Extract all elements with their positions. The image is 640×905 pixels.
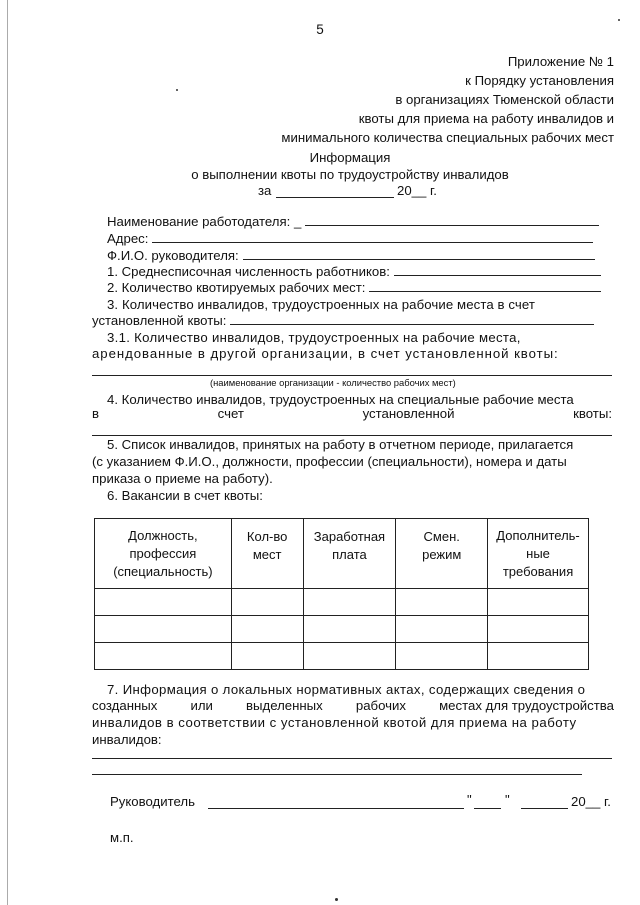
item7-word-5: местах для трудоустройства: [439, 698, 614, 713]
item3-line-1: 3. Количество инвалидов, трудоустроенных на рабочие места в счет: [107, 297, 536, 312]
item7-line-3: инвалидов в соответствии с установленной квотой для приема на работу: [92, 715, 577, 730]
item7-word-1: созданных: [92, 698, 158, 713]
date-quote-close: ": [505, 792, 510, 807]
manager-blank[interactable]: [243, 258, 595, 260]
table-cell[interactable]: [303, 616, 396, 643]
date-quote-open: ": [467, 792, 472, 807]
item2-blank[interactable]: [369, 290, 601, 292]
page-number: 5: [316, 22, 324, 37]
table-cell[interactable]: [488, 616, 589, 643]
appendix-line-1: Приложение № 1: [507, 54, 614, 69]
item3-label: установленной квоты:: [92, 313, 227, 328]
address-blank[interactable]: [152, 241, 593, 243]
vacancies-table: [94, 518, 589, 670]
col-header-shift: Смен. режим: [396, 519, 488, 589]
appendix-line-4: квоты для приема на работу инвалидов и: [358, 111, 614, 126]
address-label: Адрес:: [107, 231, 149, 246]
scan-speck: [618, 19, 620, 21]
period-year: 20__ г.: [397, 183, 437, 198]
item7-blank-1[interactable]: [92, 758, 612, 759]
table-cell[interactable]: [396, 643, 488, 670]
item2-row: [107, 280, 601, 295]
item5-line-1: 5. Список инвалидов, принятых на работу в отчетном периоде, прилагается: [107, 437, 574, 452]
item7-word-4: рабочих: [355, 698, 406, 713]
date-day-blank[interactable]: [474, 808, 501, 809]
item1-label: 1. Среднесписочная численность работников:: [107, 264, 390, 279]
item7-line-1: 7. Информация о локальных нормативных актах, содержащих сведения о: [107, 682, 586, 697]
appendix-line-5: минимального количества специальных рабочих мест: [281, 130, 614, 145]
table-cell[interactable]: [488, 643, 589, 670]
doc-subtitle: о выполнении квоты по трудоустройству инвалидов: [191, 167, 509, 182]
item3-row: [92, 313, 594, 328]
employer-label: Наименование работодателя: _: [107, 214, 302, 229]
item7-word-3: выделенных: [246, 698, 323, 713]
item1-blank[interactable]: [394, 274, 601, 276]
table-cell[interactable]: [231, 616, 303, 643]
doc-title: Информация: [309, 150, 391, 165]
employer-blank[interactable]: [305, 224, 599, 226]
scan-edge: [7, 0, 8, 905]
item4-word-3: установленной: [362, 406, 455, 421]
item4-word-4: квоты:: [573, 406, 612, 421]
item4-word-2: счет: [217, 406, 244, 421]
table-row: [95, 616, 589, 643]
stamp-label: м.п.: [110, 830, 134, 845]
table-cell[interactable]: [303, 589, 396, 616]
appendix-line-2: к Порядку установления: [465, 73, 614, 88]
period-prefix: за: [258, 183, 272, 198]
scan-speck: [335, 898, 338, 901]
col-header-salary: Заработная плата: [303, 519, 396, 589]
item31-blank[interactable]: [92, 375, 612, 376]
appendix-block: [281, 52, 614, 147]
manager-label: Ф.И.О. руководителя:: [107, 248, 239, 263]
item7-line-4: инвалидов:: [92, 732, 162, 747]
item7-line-2: [92, 698, 614, 713]
table-cell[interactable]: [231, 643, 303, 670]
col-header-count: Кол-во мест: [231, 519, 303, 589]
scan-speck: [176, 89, 178, 91]
item2-label: 2. Количество квотируемых рабочих мест:: [107, 280, 366, 295]
item4-blank[interactable]: [92, 435, 612, 436]
item3-blank[interactable]: [230, 323, 594, 325]
item4-word-1: в: [92, 406, 100, 421]
item7-blank-2[interactable]: [92, 774, 582, 775]
table-row: [95, 589, 589, 616]
signature-blank[interactable]: [208, 808, 464, 809]
item5-line-3: приказа о приеме на работу).: [92, 471, 273, 486]
employer-row: [107, 214, 599, 229]
table-header-row: [95, 519, 589, 589]
signature-label: Руководитель: [110, 794, 195, 809]
col-header-position: Должность, профессия (специальность): [95, 519, 232, 589]
item5-line-2: (с указанием Ф.И.О., должности, профессии (специальности), номера и даты: [92, 454, 567, 469]
table-cell[interactable]: [488, 589, 589, 616]
table-row: [95, 643, 589, 670]
table-cell[interactable]: [396, 589, 488, 616]
table-cell[interactable]: [95, 616, 232, 643]
period-blank: [276, 197, 394, 198]
address-row: [107, 231, 593, 246]
item6-label: 6. Вакансии в счет квоты:: [107, 488, 263, 503]
date-month-blank[interactable]: [521, 808, 568, 809]
table-cell[interactable]: [95, 589, 232, 616]
table-cell[interactable]: [303, 643, 396, 670]
item31-line-1: 3.1. Количество инвалидов, трудоустроенных на рабочие места,: [107, 330, 521, 345]
item31-note: (наименование организации - количество рабочих мест): [210, 377, 456, 388]
item4-line-1: 4. Количество инвалидов, трудоустроенных на специальные рабочие места: [107, 392, 574, 407]
date-year: 20__ г.: [571, 794, 611, 809]
item7-word-2: или: [190, 698, 213, 713]
table-cell[interactable]: [396, 616, 488, 643]
table-cell[interactable]: [95, 643, 232, 670]
item1-row: [107, 264, 601, 279]
appendix-line-3: в организациях Тюменской области: [395, 92, 614, 107]
col-header-requirements: Дополнитель- ные требования: [488, 519, 589, 589]
item31-line-2: арендованные в другой организации, в счет установленной квоты:: [92, 346, 559, 361]
table-cell[interactable]: [231, 589, 303, 616]
manager-row: [107, 248, 595, 263]
item4-line-2: [92, 406, 612, 421]
